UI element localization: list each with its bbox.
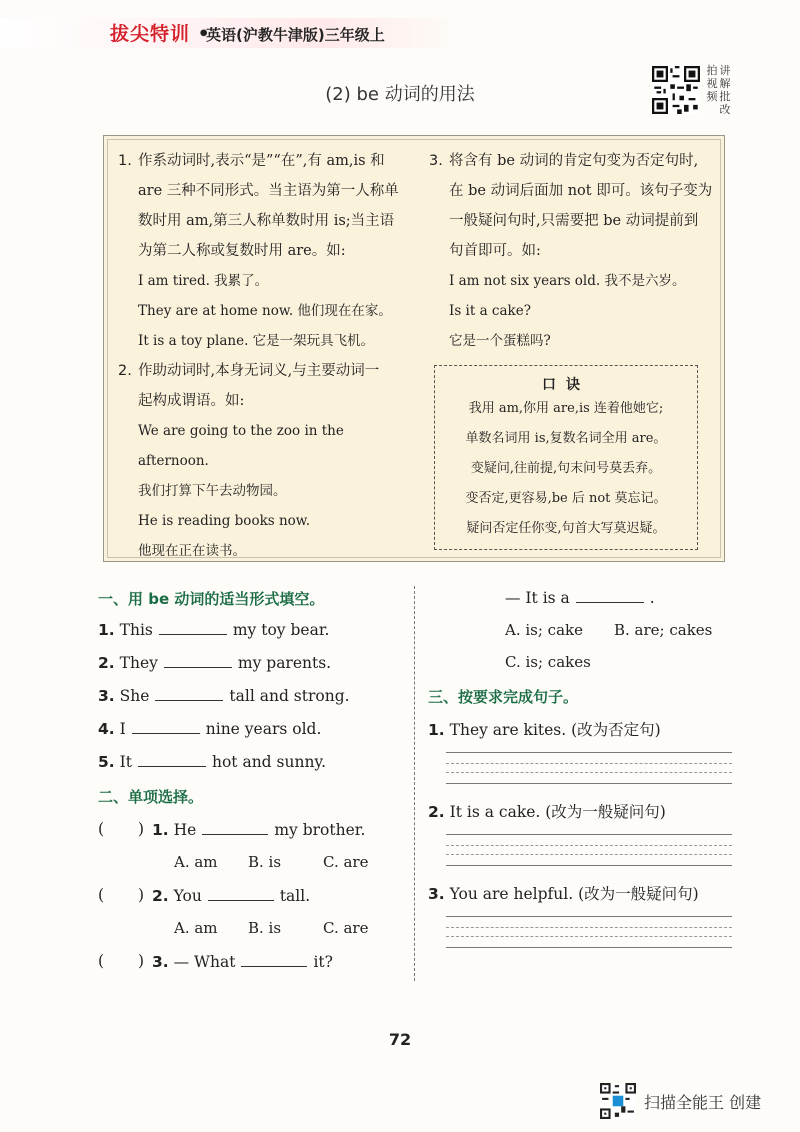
item-number: 1. (152, 821, 169, 839)
item-number: 2. (98, 654, 115, 672)
item-number: 5. (98, 753, 115, 771)
column-divider (414, 586, 415, 981)
rule-1-line: are 三种不同形式。当主语为第一人称单 (138, 183, 399, 199)
item-number: 3. (152, 953, 169, 971)
item-text: hot and sunny. (211, 753, 327, 771)
item-text: It is a cake. (改为一般疑问句) (449, 803, 666, 821)
choice-option[interactable]: A. am (174, 919, 218, 937)
mnemonic-box (434, 365, 698, 550)
mnemonic-line: 疑问否定任你变,句首大写莫迟疑。 (466, 521, 666, 536)
item-text: — It is a (505, 589, 570, 607)
fill-blank-item (98, 752, 326, 771)
choice-option[interactable]: B. is (248, 919, 282, 937)
mnemonic-line: 变疑问,往前提,句末问号莫丢弃。 (470, 461, 662, 476)
rule-text: 作系动词时,表示“是”“在”,有 am,is 和 (138, 153, 385, 169)
qr-code-icon (600, 1083, 636, 1119)
rule-2-line: 起构成谓语。如: (138, 393, 245, 409)
item-text: They (119, 654, 158, 672)
writing-line[interactable] (446, 916, 732, 917)
example-sentence: He is reading books now. (138, 513, 311, 529)
answer-paren-close: ) (138, 820, 145, 838)
choice-option[interactable]: C. is; cakes (505, 653, 591, 671)
rewrite-item (428, 882, 699, 904)
answer-paren-open: ( (98, 886, 105, 904)
rewrite-item (428, 800, 666, 822)
qr-caption-col: 讲解批改 (719, 64, 731, 116)
choice-item (152, 886, 310, 905)
fill-blank-item (98, 620, 329, 639)
rule-text: 将含有 be 动词的肯定句变为否定句时, (449, 153, 699, 169)
writing-guide-line (446, 936, 732, 937)
answer-blank[interactable] (138, 752, 206, 767)
item-text: She (119, 687, 150, 705)
choice-item-continued (505, 588, 655, 607)
section-title: (2) be 动词的用法 (325, 84, 475, 105)
part3-heading: 三、按要求完成句子。 (428, 688, 579, 706)
item-text: my brother. (274, 821, 366, 839)
rule-1-line: 数时用 am,第三人称单数时用 is;当主语 (138, 213, 395, 229)
item-text: my parents. (237, 654, 332, 672)
example-translation: 我们打算下午去动物园。 (138, 483, 287, 499)
item-text: . (649, 589, 655, 607)
choice-item (152, 820, 365, 839)
writing-line[interactable] (446, 783, 732, 784)
choice-option[interactable]: C. are (323, 919, 369, 937)
item-text: They are kites. (改为否定句) (449, 721, 661, 739)
item-number: 4. (98, 720, 115, 738)
answer-blank[interactable] (164, 653, 232, 668)
item-text: tall and strong. (229, 687, 350, 705)
rewrite-item (428, 718, 661, 740)
example-sentence: We are going to the zoo in the afternoon. (138, 423, 344, 469)
item-text: You (173, 887, 202, 905)
choice-option[interactable]: B. is (248, 853, 282, 871)
answer-paren-open: ( (98, 820, 105, 838)
grammar-left-column (118, 146, 418, 566)
rule-3-line: 句首即可。如: (449, 243, 541, 259)
answer-blank[interactable] (155, 686, 223, 701)
choice-option[interactable]: A. is; cake (505, 621, 583, 639)
answer-blank[interactable] (159, 620, 227, 635)
example-translation: 它是一个蛋糕吗? (449, 333, 551, 349)
scanner-text: 扫描全能王 创建 (644, 1092, 762, 1112)
item-text: tall. (279, 887, 311, 905)
item-text: This (119, 621, 153, 639)
grammar-notes-box (103, 135, 725, 562)
scanner-watermark (600, 1083, 761, 1119)
writing-guide-line (446, 845, 732, 846)
example-sentence: I am tired. 我累了。 (138, 273, 269, 289)
choice-option[interactable]: C. are (323, 853, 369, 871)
mnemonic-title: 口诀 (542, 377, 590, 393)
mnemonic-line: 我用 am,你用 are,is 连着他她它; (468, 401, 664, 416)
answer-paren-close: ) (138, 886, 145, 904)
mnemonic-line: 变否定,更容易,be 后 not 莫忘记。 (465, 491, 667, 506)
item-number: 1. (98, 621, 115, 639)
writing-line[interactable] (446, 947, 732, 948)
rule-number: 1. (118, 153, 132, 169)
rule-3-line: 在 be 动词后面加 not 即可。该句子变为 (449, 183, 713, 199)
answer-blank[interactable] (202, 820, 268, 835)
rule-1-line: 为第二人称或复数时用 are。如: (138, 243, 346, 259)
qr-block[interactable] (652, 64, 731, 116)
grammar-right-column (429, 146, 719, 356)
item-number: 3. (428, 885, 445, 903)
rule-3-line (429, 146, 719, 176)
writing-line[interactable] (446, 752, 732, 753)
rule-text: 作助动词时,本身无词义,与主要动词一 (138, 363, 380, 379)
fill-blank-item (98, 653, 331, 672)
example-sentence: Is it a cake? (449, 303, 531, 319)
rule-2-line (118, 356, 418, 386)
writing-guide-line (446, 763, 732, 764)
writing-guide-line (446, 772, 732, 773)
answer-paren-open: ( (98, 952, 105, 970)
rule-number: 3. (429, 153, 443, 169)
subject-line: 英语(沪教牛津版)三年级上 (206, 26, 385, 44)
qr-caption (706, 64, 731, 116)
item-text: it? (313, 953, 333, 971)
item-text: — What (173, 953, 236, 971)
example-sentence: They are at home now. 他们现在在家。 (138, 303, 392, 319)
item-number: 3. (98, 687, 115, 705)
series-name: 拔尖特训 (110, 23, 191, 45)
qr-caption-col: 拍视频 (706, 64, 718, 103)
item-text: He (173, 821, 197, 839)
answer-blank[interactable] (576, 588, 644, 603)
page-header (0, 0, 800, 55)
choice-item (152, 952, 333, 971)
mnemonic-line: 单数名词用 is,复数名词全用 are。 (465, 431, 667, 446)
rule-3-line: 一般疑问句时,只需要把 be 动词提前到 (449, 213, 699, 229)
writing-guide-line (446, 854, 732, 855)
answer-blank[interactable] (241, 952, 307, 967)
page-number: 72 (388, 1030, 412, 1049)
writing-line[interactable] (446, 865, 732, 866)
answer-blank[interactable] (132, 719, 200, 734)
item-number: 2. (152, 887, 169, 905)
example-translation: 他现在正在读书。 (138, 543, 246, 559)
choice-option[interactable]: A. am (174, 853, 218, 871)
item-number: 2. (428, 803, 445, 821)
part2-heading: 二、单项选择。 (98, 788, 204, 806)
choice-option[interactable]: B. are; cakes (614, 621, 713, 639)
rule-number: 2. (118, 363, 132, 379)
part1-heading: 一、用 be 动词的适当形式填空。 (98, 590, 325, 608)
answer-paren-close: ) (138, 952, 145, 970)
qr-code-icon[interactable] (652, 66, 700, 114)
writing-guide-line (446, 927, 732, 928)
example-sentence: I am not six years old. 我不是六岁。 (449, 273, 686, 289)
item-text: It (119, 753, 132, 771)
series-logo (110, 19, 211, 46)
example-sentence: It is a toy plane. 它是一架玩具飞机。 (138, 333, 375, 349)
fill-blank-item (98, 686, 350, 705)
header-separator: • (197, 23, 211, 45)
answer-blank[interactable] (208, 886, 274, 901)
fill-blank-item (98, 719, 321, 738)
item-text: You are helpful. (改为一般疑问句) (449, 885, 699, 903)
item-text: I (119, 720, 126, 738)
item-number: 1. (428, 721, 445, 739)
rule-1-line (118, 146, 418, 176)
item-text: my toy bear. (232, 621, 330, 639)
writing-line[interactable] (446, 834, 732, 835)
item-text: nine years old. (205, 720, 322, 738)
